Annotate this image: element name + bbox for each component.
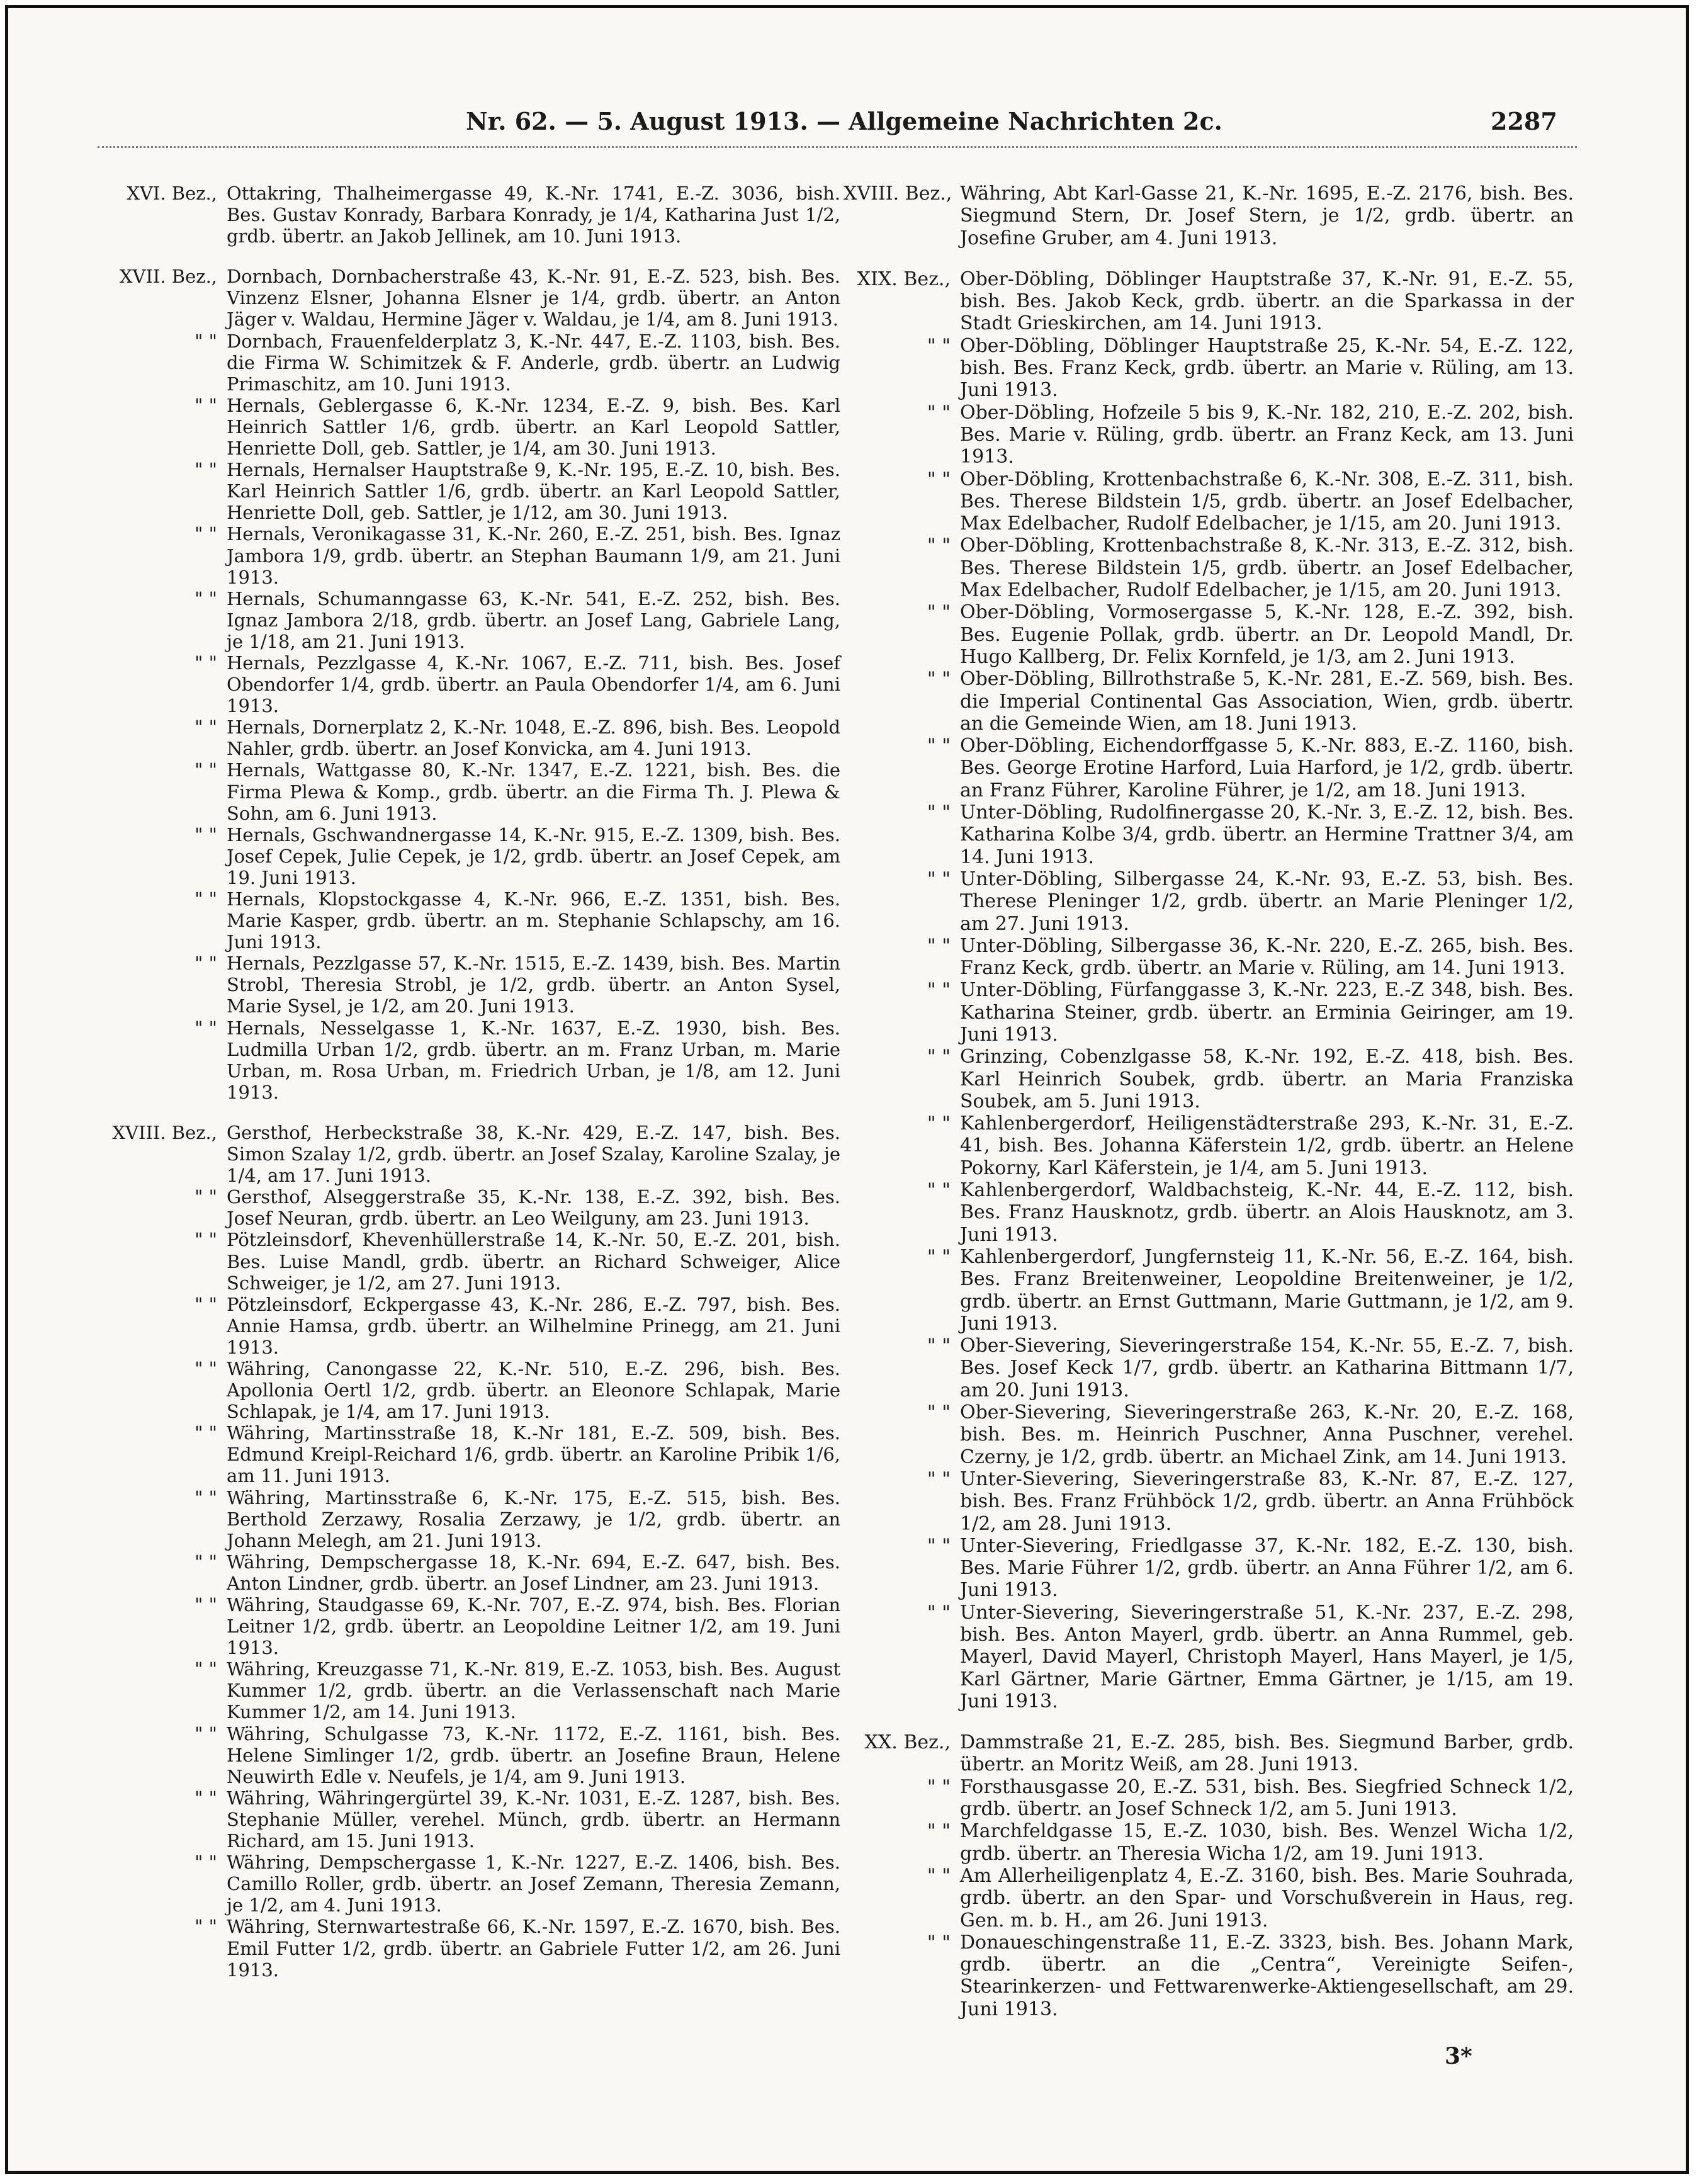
entry-text: Ober-Döbling, Döblinger Hauptstraße 25, K.-Nr. 54, E.-Z. 122, bish. Bes. Franz Keck, grdb. übertr. an Marie v. Rüling, am 13. Juni 1913.	[960, 334, 1574, 402]
register-entry	[844, 1112, 1574, 1179]
district-label: " "	[927, 1468, 951, 1490]
district-label: " "	[927, 1534, 951, 1557]
register-entry	[844, 868, 1574, 935]
register-entry	[94, 1422, 840, 1486]
entry-text: Ober-Döbling, Vormosergasse 5, K.-Nr. 128, E.-Z. 392, bish. Bes. Eugenie Pollak, grdb. übertr. an Dr. Leopold Mandl, Dr. Hugo Kallberg, Dr. Felix Kornfeld, je 1/3, am 2. Juni 1913.	[960, 601, 1574, 668]
entry-text: Unter-Döbling, Silbergasse 24, K.-Nr. 93, E.-Z. 53, bish. Bes. Therese Pleninger 1/2, grdb. übertr. an Marie Pleninger 1/2, am 27. Juni 1913.	[960, 868, 1574, 935]
district-label: " "	[927, 1112, 951, 1135]
register-entry	[94, 1017, 840, 1103]
register-entry	[844, 668, 1574, 735]
register-entry	[844, 335, 1574, 402]
district-gap	[94, 247, 840, 266]
issue-number: Nr. 62.	[466, 107, 556, 135]
register-entry	[94, 1358, 840, 1422]
entry-text: Gersthof, Herbeckstraße 38, K.-Nr. 429, E.-Z. 147, bish. Bes. Simon Szalay 1/2, grdb. übertr. an Josef Szalay, Karoline Szalay, je 1/4, am 17. Juni 1913.	[227, 1121, 840, 1187]
district-label: " "	[195, 1357, 217, 1379]
entry-text: Ober-Sievering, Sieveringerstraße 263, K.-Nr. 20, E.-Z. 168, bish. Bes. m. Heinrich Puschner, Anna Puschner, verehel. Czerny, je 1/2, grdb. übertr. an Michael Zink, am 14. Juni 1913.	[960, 1401, 1574, 1468]
entry-text: Am Allerheiligenplatz 4, E.-Z. 3160, bish. Bes. Marie Souhrada, grdb. übertr. an den Spar- und Vorschußverein in Haus, reg. Gen. m. b. H., am 26. Juni 1913.	[960, 1864, 1574, 1932]
district-label: " "	[195, 1186, 217, 1208]
entry-text: Währing, Dempschergasse 18, K.-Nr. 694, E.-Z. 647, bish. Bes. Anton Lindner, grdb. übertr. an Josef Lindner, am 23. Juni 1913.	[227, 1551, 840, 1594]
entry-text: Donaueschingenstraße 11, E.-Z. 3323, bish. Bes. Johann Mark, grdb. übertr. an die „Centra“, Vereinigte Seifen-, Stearinkerzen- und Fettwarenwerke-Aktiengesellschaft, am 29. Juni 1913.	[960, 1931, 1574, 2020]
register-entry	[844, 1046, 1574, 1112]
left-column	[94, 183, 840, 1981]
district-label: " "	[195, 394, 217, 416]
district-label: " "	[927, 1401, 951, 1424]
entry-text: Währing, Sternwartestraße 66, K.-Nr. 1597, E.-Z. 1670, bish. Bes. Emil Futter 1/2, grdb. übertr. an Gabriele Futter 1/2, am 26. Juni 1913.	[227, 1916, 840, 1981]
district-label: " "	[195, 1229, 217, 1251]
district-label: " "	[195, 1486, 217, 1508]
register-entry	[94, 1787, 840, 1852]
issue-date: 5. August 1913.	[597, 107, 808, 135]
register-entry	[94, 1229, 840, 1293]
district-label: " "	[195, 1852, 217, 1874]
register-entry	[844, 935, 1574, 980]
entry-text: Gersthof, Alseggerstraße 35, K.-Nr. 138, E.-Z. 392, bish. Bes. Josef Neuran, grdb. übertr. an Leo Weilguny, am 23. Juni 1913.	[227, 1186, 840, 1230]
header-rule	[98, 146, 1577, 152]
entry-text: Hernals, Pezzlgasse 57, K.-Nr. 1515, E.-Z. 1439, bish. Bes. Martin Strobl, Theresia Strobl, je 1/2, grdb. übertr. an Anton Sysel, Marie Sysel, je 1/2, am 20. Juni 1913.	[227, 953, 840, 1017]
district-label: " "	[927, 801, 951, 824]
section-title: Allgemeine Nachrichten 2c.	[849, 107, 1222, 135]
entry-text: Ottakring, Thalheimergasse 49, K.-Nr. 1741, E.-Z. 3036, bish. Bes. Gustav Konrady, Barbara Konrady, je 1/4, Katharina Just 1/2, grdb. übertr. an Jakob Jellinek, am 10. Juni 1913.	[227, 183, 840, 247]
register-entry	[94, 1487, 840, 1551]
entry-text: Ober-Sievering, Sieveringerstraße 154, K.-Nr. 55, E.-Z. 7, bish. Bes. Josef Keck 1/7, grdb. übertr. an Katharina Bittmann 1/7, am 20. Juni 1913.	[960, 1335, 1574, 1401]
register-entry	[844, 979, 1574, 1046]
entry-text: Ober-Döbling, Hofzeile 5 bis 9, K.-Nr. 182, 210, E.-Z. 202, bish. Bes. Marie v. Rüling, grdb. übertr. an Franz Keck, am 13. Juni 1913.	[960, 401, 1574, 468]
register-entry	[94, 1852, 840, 1916]
register-entry	[844, 1468, 1574, 1535]
register-entry	[94, 953, 840, 1017]
district-label: " "	[927, 934, 951, 957]
register-entry	[844, 402, 1574, 468]
district-label: " "	[195, 1017, 217, 1039]
district-label: " "	[927, 735, 951, 757]
entry-text: Währing, Martinsstraße 18, K.-Nr 181, E.-Z. 509, bish. Bes. Edmund Kreipl-Reichard 1/6, grdb. übertr. an Karoline Pribik 1/6, am 11. Juni 1913.	[227, 1422, 840, 1487]
entry-text: Währing, Schulgasse 73, K.-Nr. 1172, E.-Z. 1161, bish. Bes. Helene Simlinger 1/2, grdb. übertr. an Josefine Braun, Helene Neuwirth Edle v. Neufels, je 1/4, am 9. Juni 1913.	[227, 1723, 840, 1787]
register-entry	[844, 1335, 1574, 1401]
entry-text: Ober-Döbling, Eichendorffgasse 5, K.-Nr. 883, E.-Z. 1160, bish. Bes. George Erotine Harford, Luia Harford, je 1/2, grdb. übertr. an Franz Führer, Karoline Führer, je 1/2, am 18. Juni 1913.	[960, 735, 1574, 801]
register-entry	[844, 601, 1574, 668]
entry-text: Währing, Abt Karl-Gasse 21, K.-Nr. 1695, E.-Z. 2176, bish. Bes. Siegmund Stern, Dr. Josef Stern, je 1/2, grdb. übertr. an Josefine Gruber, am 4. Juni 1913.	[960, 183, 1574, 249]
entry-text: Hernals, Gschwandnergasse 14, K.-Nr. 915, E.-Z. 1309, bish. Bes. Josef Cepek, Julie Cepek, je 1/2, grdb. übertr. an Josef Cepek, am 19. Juni 1913.	[227, 823, 840, 888]
register-entry	[844, 1246, 1574, 1335]
district-label: " "	[195, 523, 217, 545]
entry-text: Unter-Döbling, Fürfanggasse 3, K.-Nr. 223, E.-Z 348, bish. Bes. Katharina Steiner, grdb. übertr. an Erminia Geiringer, am 19. Juni 1913.	[960, 979, 1574, 1046]
register-entry	[844, 1820, 1574, 1865]
register-entry	[844, 468, 1574, 535]
entry-text: Währing, Kreuzgasse 71, K.-Nr. 819, E.-Z. 1053, bish. Bes. August Kummer 1/2, grdb. übertr. an die Verlassenschaft nach Marie Kummer 1/2, am 14. Juni 1913.	[227, 1658, 840, 1723]
entry-text: Forsthausgasse 20, E.-Z. 531, bish. Bes. Siegfried Schneck 1/2, grdb. übertr. an Josef Schneck 1/2, am 5. Juni 1913.	[960, 1775, 1574, 1821]
district-label: " "	[195, 953, 217, 975]
district-label: " "	[927, 1931, 951, 1954]
district-label: " "	[927, 1864, 951, 1887]
district-label: " "	[927, 535, 951, 557]
register-entry	[844, 1776, 1574, 1821]
entry-text: Dornbach, Frauenfelderplatz 3, K.-Nr. 447, E.-Z. 1103, bish. Bes. die Firma W. Schimitzek & F. Anderle, grdb. übertr. an Ludwig Primaschitz, am 10. Juni 1913.	[227, 330, 840, 395]
entry-text: Hernals, Klopstockgasse 4, K.-Nr. 966, E.-Z. 1351, bish. Bes. Marie Kasper, grdb. übertr. an m. Stephanie Schlapschy, am 16. Juni 1913.	[227, 888, 840, 953]
register-entry	[94, 1294, 840, 1358]
district-label: " "	[195, 759, 217, 781]
register-entry	[844, 1932, 1574, 2020]
district-label: " "	[195, 1787, 217, 1809]
register-entry	[844, 1731, 1574, 1776]
register-entry	[94, 395, 840, 459]
register-entry	[94, 331, 840, 395]
entry-text: Kahlenbergerdorf, Waldbachsteig, K.-Nr. 44, E.-Z. 112, bish. Bes. Franz Hausknotz, grdb. übertr. an Alois Hausknotz, am 3. Juni 1913.	[960, 1179, 1574, 1246]
entry-text: Währing, Währingergürtel 39, K.-Nr. 1031, E.-Z. 1287, bish. Bes. Stephanie Müller, verehel. Münch, grdb. übertr. an Hermann Richard, am 15. Juni 1913.	[227, 1787, 840, 1852]
district-label: " "	[927, 1335, 951, 1357]
register-entry	[844, 268, 1574, 335]
district-label: " "	[195, 1293, 217, 1315]
entry-text: Hernals, Schumanngasse 63, K.-Nr. 541, E.-Z. 252, bish. Bes. Ignaz Jambora 2/18, grdb. übertr. an Josef Lang, Gabriele Lang, je 1/18, am 21. Juni 1913.	[227, 587, 840, 652]
district-label: XVIII. Bez.,	[844, 183, 952, 205]
register-entry	[94, 588, 840, 652]
register-entry	[844, 1535, 1574, 1602]
district-label: " "	[195, 716, 217, 738]
entry-text: Kahlenbergerdorf, Heiligenstädterstraße 293, K.-Nr. 31, E.-Z. 41, bish. Bes. Johanna Käferstein 1/2, grdb. übertr. an Helene Pokorny, Karl Käferstein, je 1/4, am 5. Juni 1913.	[960, 1112, 1574, 1179]
entry-text: Ober-Döbling, Döblinger Hauptstraße 37, K.-Nr. 91, E.-Z. 55, bish. Bes. Jakob Keck, grdb. übertr. an die Sparkassa in der Stadt Grieskirchen, am 14. Juni 1913.	[960, 268, 1574, 335]
entry-text: Hernals, Hernalser Hauptstraße 9, K.-Nr. 195, E.-Z. 10, bish. Bes. Karl Heinrich Sattler 1/6, grdb. übertr. an Karl Leopold Sattler, Henriette Doll, geb. Sattler, je 1/12, am 30. Juni 1913.	[227, 459, 840, 524]
district-label: " "	[195, 1916, 217, 1938]
entry-text: Währing, Staudgasse 69, K.-Nr. 707, E.-Z. 974, bish. Bes. Florian Leitner 1/2, grdb. übertr. an Leopoldine Leitner 1/2, am 19. Juni 1913.	[227, 1594, 840, 1659]
district-label: " "	[927, 334, 951, 357]
district-label: " "	[195, 1551, 217, 1573]
entry-text: Unter-Sievering, Friedlgasse 37, K.-Nr. 182, E.-Z. 130, bish. Bes. Marie Führer 1/2, grdb. übertr. an Anna Führer 1/2, am 6. Juni 1913.	[960, 1534, 1574, 1602]
entry-text: Pötzleinsdorf, Eckpergasse 43, K.-Nr. 286, E.-Z. 797, bish. Bes. Annie Hamsa, grdb. übertr. an Wilhelmine Prinegg, am 21. Juni 1913.	[227, 1293, 840, 1358]
entry-text: Hernals, Nesselgasse 1, K.-Nr. 1637, E.-Z. 1930, bish. Bes. Ludmilla Urban 1/2, grdb. übertr. an m. Franz Urban, m. Marie Urban, m. Rosa Urban, m. Friedrich Urban, je 1/8, am 12. Juni 1913.	[227, 1017, 840, 1103]
register-entry	[94, 1594, 840, 1658]
register-entry	[94, 1551, 840, 1594]
district-label: " "	[927, 1179, 951, 1202]
district-label: " "	[927, 1601, 951, 1624]
district-label: " "	[927, 601, 951, 624]
district-label: XVIII. Bez.,	[112, 1121, 217, 1143]
entry-text: Hernals, Veronikagasse 31, K.-Nr. 260, E.-Z. 251, bish. Bes. Ignaz Jambora 1/9, grdb. übertr. an Stephan Baumann 1/9, am 21. Juni 1913.	[227, 523, 840, 588]
district-gap	[844, 249, 1574, 268]
district-label: XX. Bez.,	[864, 1731, 951, 1754]
entry-text: Unter-Sievering, Sieveringerstraße 83, K.-Nr. 87, E.-Z. 127, bish. Bes. Franz Frühböck 1/2, grdb. übertr. an Anna Frühböck 1/2, am 28. Juni 1913.	[960, 1468, 1574, 1535]
register-entry	[94, 716, 840, 759]
register-entry	[94, 888, 840, 953]
entry-text: Pötzleinsdorf, Khevenhüllerstraße 14, K.-Nr. 50, E.-Z. 201, bish. Bes. Luise Mandl, grdb. übertr. an Richard Schweiger, Alice Schweiger, je 1/2, am 27. Juni 1913.	[227, 1229, 840, 1294]
entry-text: Unter-Sievering, Sieveringerstraße 51, K.-Nr. 237, E.-Z. 298, bish. Bes. Anton Mayerl, grdb. übertr. an Anna Rummel, geb. Mayerl, David Mayerl, Christoph Mayerl, Hans Mayerl, je 1/5, Karl Gärtner, Marie Gärtner, Emma Gärtner, je 1/15, am 19. Juni 1913.	[960, 1601, 1574, 1712]
register-entry	[844, 1865, 1574, 1932]
entry-text: Ober-Döbling, Krottenbachstraße 6, K.-Nr. 308, E.-Z. 311, bish. Bes. Therese Bildstein 1/5, grdb. übertr. an Josef Edelbacher, Max Edelbacher, Rudolf Edelbacher, je 1/15, am 20. Juni 1913.	[960, 468, 1574, 535]
page-number: 2287	[1491, 107, 1557, 135]
register-entry	[94, 1916, 840, 1980]
district-label: " "	[927, 401, 951, 424]
entry-text: Hernals, Pezzlgasse 4, K.-Nr. 1067, E.-Z. 711, bish. Bes. Josef Obendorfer 1/4, grdb. übertr. an Paula Obendorfer 1/4, am 6. Juni 1913.	[227, 652, 840, 717]
register-entry	[94, 1122, 840, 1186]
district-gap	[94, 1103, 840, 1122]
district-label: " "	[195, 1594, 217, 1615]
district-label: " "	[927, 1245, 951, 1268]
district-label: " "	[195, 823, 217, 846]
district-label: " "	[195, 587, 217, 609]
register-entry	[94, 266, 840, 330]
entry-text: Währing, Dempschergasse 1, K.-Nr. 1227, E.-Z. 1406, bish. Bes. Camillo Roller, grdb. übertr. an Josef Zemann, Theresia Zemann, je 1/2, am 4. Juni 1913.	[227, 1852, 840, 1916]
district-label: " "	[927, 979, 951, 1002]
entry-text: Hernals, Geblergasse 6, K.-Nr. 1234, E.-Z. 9, bish. Bes. Karl Heinrich Sattler 1/6, grdb. übertr. an Karl Leopold Sattler, Henriette Doll, geb. Sattler, je 1/4, am 30. Juni 1913.	[227, 394, 840, 460]
entry-text: Hernals, Dornerplatz 2, K.-Nr. 1048, E.-Z. 896, bish. Bes. Leopold Nahler, grdb. übertr. an Josef Konvicka, am 4. Juni 1913.	[227, 716, 840, 760]
district-label: " "	[927, 868, 951, 890]
register-entry	[94, 759, 840, 823]
entry-text: Dammstraße 21, E.-Z. 285, bish. Bes. Siegmund Barber, grdb. übertr. an Moritz Weiß, am 28. Juni 1913.	[960, 1731, 1574, 1776]
register-entry	[844, 801, 1574, 868]
entry-text: Unter-Döbling, Rudolfinergasse 20, K.-Nr. 3, E.-Z. 12, bish. Bes. Katharina Kolbe 3/4, grdb. übertr. an Hermine Trattner 3/4, am 14. Juni 1913.	[960, 801, 1574, 868]
register-entry	[94, 183, 840, 247]
district-label: XIX. Bez.,	[857, 268, 951, 290]
register-entry	[94, 1658, 840, 1723]
register-entry	[844, 1401, 1574, 1468]
entry-text: Währing, Martinsstraße 6, K.-Nr. 175, E.-Z. 515, bish. Bes. Berthold Zerzawy, Rosalia Zerzawy, je 1/2, grdb. übertr. an Johann Melegh, am 21. Juni 1913.	[227, 1486, 840, 1551]
entry-text: Hernals, Wattgasse 80, K.-Nr. 1347, E.-Z. 1221, bish. Bes. die Firma Plewa & Komp., grdb. übertr. an die Firma Th. J. Plewa & Sohn, am 6. Juni 1913.	[227, 759, 840, 824]
entry-text: Unter-Döbling, Silbergasse 36, K.-Nr. 220, E.-Z. 265, bish. Bes. Franz Keck, grdb. übertr. an Marie v. Rüling, am 14. Juni 1913.	[960, 934, 1574, 980]
register-entry	[94, 1186, 840, 1229]
district-label: " "	[195, 1422, 217, 1444]
signature-mark: 3*	[1445, 2043, 1472, 2069]
register-entry	[844, 1602, 1574, 1712]
register-entry	[94, 523, 840, 587]
right-column	[844, 183, 1574, 2020]
running-head: Nr. 62. — 5. August 1913. — Allgemeine Nachrichten 2c.	[466, 107, 1222, 135]
entry-text: Kahlenbergerdorf, Jungfernsteig 11, K.-Nr. 56, E.-Z. 164, bish. Bes. Franz Breitenweiner, Leopoldine Breitenweiner, je 1/2, grdb. übertr. an Ernst Guttmann, Marie Guttmann, je 1/2, am 9. Juni 1913.	[960, 1245, 1574, 1335]
district-label: " "	[927, 468, 951, 490]
district-label: " "	[195, 1658, 217, 1680]
district-label: " "	[927, 668, 951, 691]
district-gap	[844, 1712, 1574, 1731]
register-entry	[844, 535, 1574, 601]
entry-text: Ober-Döbling, Krottenbachstraße 8, K.-Nr. 313, E.-Z. 312, bish. Bes. Therese Bildstein 1/5, grdb. übertr. an Josef Edelbacher, Max Edelbacher, Rudolf Edelbacher, je 1/15, am 20. Juni 1913.	[960, 535, 1574, 602]
district-label: " "	[195, 1723, 217, 1745]
register-entry	[94, 459, 840, 523]
entry-text: Marchfeldgasse 15, E.-Z. 1030, bish. Bes. Wenzel Wicha 1/2, grdb. übertr. an Theresia Wicha 1/2, am 19. Juni 1913.	[960, 1820, 1574, 1865]
register-entry	[94, 1723, 840, 1787]
entry-text: Währing, Canongasse 22, K.-Nr. 510, E.-Z. 296, bish. Bes. Apollonia Oertl 1/2, grdb. übertr. an Eleonore Schlapak, Marie Schlapak, je 1/4, am 17. Juni 1913.	[227, 1357, 840, 1423]
district-label: " "	[195, 459, 217, 481]
register-entry	[94, 824, 840, 888]
register-entry	[844, 1179, 1574, 1246]
district-label: " "	[927, 1046, 951, 1068]
district-label: " "	[927, 1820, 951, 1843]
entry-text: Ober-Döbling, Billrothstraße 5, K.-Nr. 281, E.-Z. 569, bish. Bes. die Imperial Continental Gas Association, Wien, grdb. übertr. an die Gemeinde Wien, am 18. Juni 1913.	[960, 668, 1574, 735]
register-entry	[844, 735, 1574, 801]
district-label: XVII. Bez.,	[119, 266, 217, 288]
district-label: " "	[195, 330, 217, 352]
district-label: " "	[927, 1775, 951, 1798]
district-label: XVI. Bez.,	[127, 183, 217, 204]
entry-text: Dornbach, Dornbacherstraße 43, K.-Nr. 91, E.-Z. 523, bish. Bes. Vinzenz Elsner, Johanna Elsner je 1/4, grdb. übertr. an Anton Jäger v. Waldau, Hermine Jäger v. Waldau, je 1/4, am 8. Juni 1913.	[227, 266, 840, 331]
district-label: " "	[195, 888, 217, 910]
register-entry	[844, 183, 1574, 249]
register-entry	[94, 652, 840, 716]
district-label: " "	[195, 652, 217, 674]
entry-text: Grinzing, Cobenzlgasse 58, K.-Nr. 192, E.-Z. 418, bish. Bes. Karl Heinrich Soubek, grdb. übertr. an Maria Franziska Soubek, am 5. Juni 1913.	[960, 1046, 1574, 1112]
